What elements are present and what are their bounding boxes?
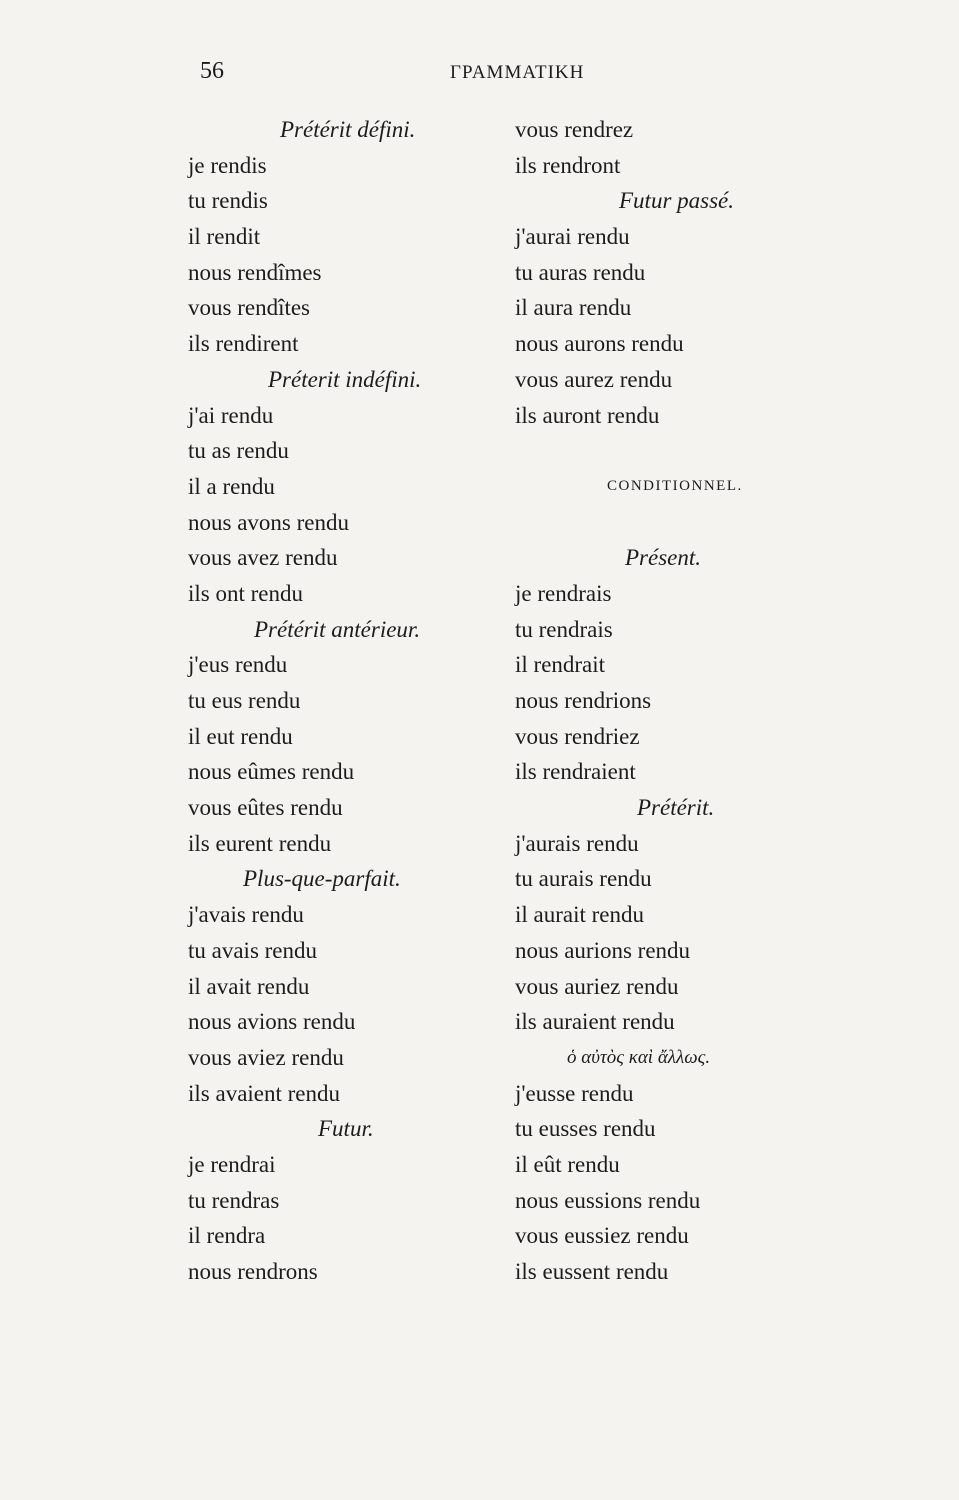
conjugation-line: nous avons rendu: [188, 509, 349, 535]
conjugation-line: [515, 433, 795, 469]
section-heading: Prétérit défini.: [280, 117, 416, 142]
conjugation-line: nous aurions rendu: [515, 937, 691, 963]
conjugation-line: ils auront rendu: [515, 402, 660, 428]
section-heading: Futur passé.: [619, 188, 734, 214]
conjugation-line: tu rendrais: [515, 616, 613, 642]
conjugation-line: il eût rendu: [515, 1151, 620, 1177]
conjugation-line: j'eusse rendu: [515, 1080, 634, 1106]
conjugation-line: il rendra: [188, 1223, 266, 1249]
conjugation-line: je rendrai: [188, 1151, 276, 1177]
left-conjugation-column: [188, 112, 488, 1290]
conjugation-line: j'eus rendu: [188, 652, 288, 678]
conjugation-line: il avait rendu: [188, 973, 310, 999]
conjugation-line: vous rendîtes: [188, 295, 311, 321]
conjugation-line: ils rendront: [515, 152, 621, 178]
conjugation-line: il aurait rendu: [515, 902, 645, 928]
conjugation-line: ils avaient rendu: [188, 1080, 341, 1106]
conjugation-line: ils auraient rendu: [515, 1009, 675, 1035]
conjugation-line: vous rendrez: [515, 117, 634, 142]
conjugation-line: nous rendîmes: [188, 259, 322, 285]
conjugation-line: il a rendu: [188, 473, 275, 499]
conjugation-line: il aura rendu: [515, 295, 632, 321]
conjugation-line: tu avais rendu: [188, 937, 318, 963]
conjugation-line: je rendrais: [515, 580, 612, 606]
conjugation-line: ils rendirent: [188, 331, 299, 357]
conjugation-line: tu auras rendu: [515, 259, 646, 285]
conjugation-line: j'ai rendu: [188, 402, 274, 428]
section-heading: Futur.: [318, 1116, 374, 1142]
conjugation-line: vous avez rendu: [188, 545, 338, 571]
section-heading: Plus-que-parfait.: [243, 866, 401, 892]
conjugation-line: ils rendraient: [515, 759, 636, 785]
conjugation-line: vous aurez rendu: [515, 366, 673, 392]
section-heading: CONDITIONNEL.: [607, 477, 743, 494]
conjugation-line: tu aurais rendu: [515, 866, 652, 892]
conjugation-line: tu rendis: [188, 188, 268, 214]
page-number: 56: [200, 58, 224, 84]
section-heading: Prétérit.: [637, 795, 715, 821]
conjugation-line: vous aviez rendu: [188, 1044, 344, 1070]
conjugation-line: vous auriez rendu: [515, 973, 679, 999]
right-conjugation-column: [515, 112, 795, 1290]
conjugation-line: nous avions rendu: [188, 1009, 356, 1035]
conjugation-line: tu eusses rendu: [515, 1116, 656, 1142]
conjugation-line: j'avais rendu: [188, 902, 304, 928]
conjugation-line: [515, 505, 795, 541]
conjugation-line: vous eussiez rendu: [515, 1223, 689, 1249]
section-heading: Prétérit antérieur.: [254, 616, 421, 642]
conjugation-line: nous rendrions: [515, 688, 652, 713]
conjugation-line: nous rendrons: [188, 1259, 318, 1284]
conjugation-line: j'aurai rendu: [515, 224, 630, 250]
conjugation-line: tu as rendu: [188, 438, 289, 464]
section-heading: ὁ αὐτὸς καὶ ἄλλως.: [567, 1046, 711, 1068]
conjugation-line: ils ont rendu: [188, 580, 303, 606]
conjugation-line: ils eurent rendu: [188, 830, 332, 856]
conjugation-line: ils eussent rendu: [515, 1259, 669, 1284]
section-heading: Présent.: [625, 545, 702, 571]
conjugation-line: vous rendriez: [515, 723, 640, 749]
conjugation-line: tu eus rendu: [188, 688, 301, 713]
running-title: ΓΡΑΜΜΑΤΙΚΗ: [450, 62, 585, 83]
conjugation-line: je rendis: [188, 152, 267, 178]
conjugation-line: tu rendras: [188, 1187, 280, 1213]
conjugation-line: nous eûmes rendu: [188, 759, 355, 785]
conjugation-line: nous aurons rendu: [515, 331, 684, 357]
page-header: [0, 58, 959, 98]
conjugation-line: il eut rendu: [188, 723, 293, 749]
conjugation-line: il rendit: [188, 224, 261, 250]
section-heading: Préterit indéfini.: [268, 366, 422, 392]
conjugation-line: il rendrait: [515, 652, 606, 678]
conjugation-line: vous eûtes rendu: [188, 795, 343, 821]
conjugation-line: j'aurais rendu: [515, 830, 639, 856]
conjugation-line: nous eussions rendu: [515, 1187, 701, 1213]
